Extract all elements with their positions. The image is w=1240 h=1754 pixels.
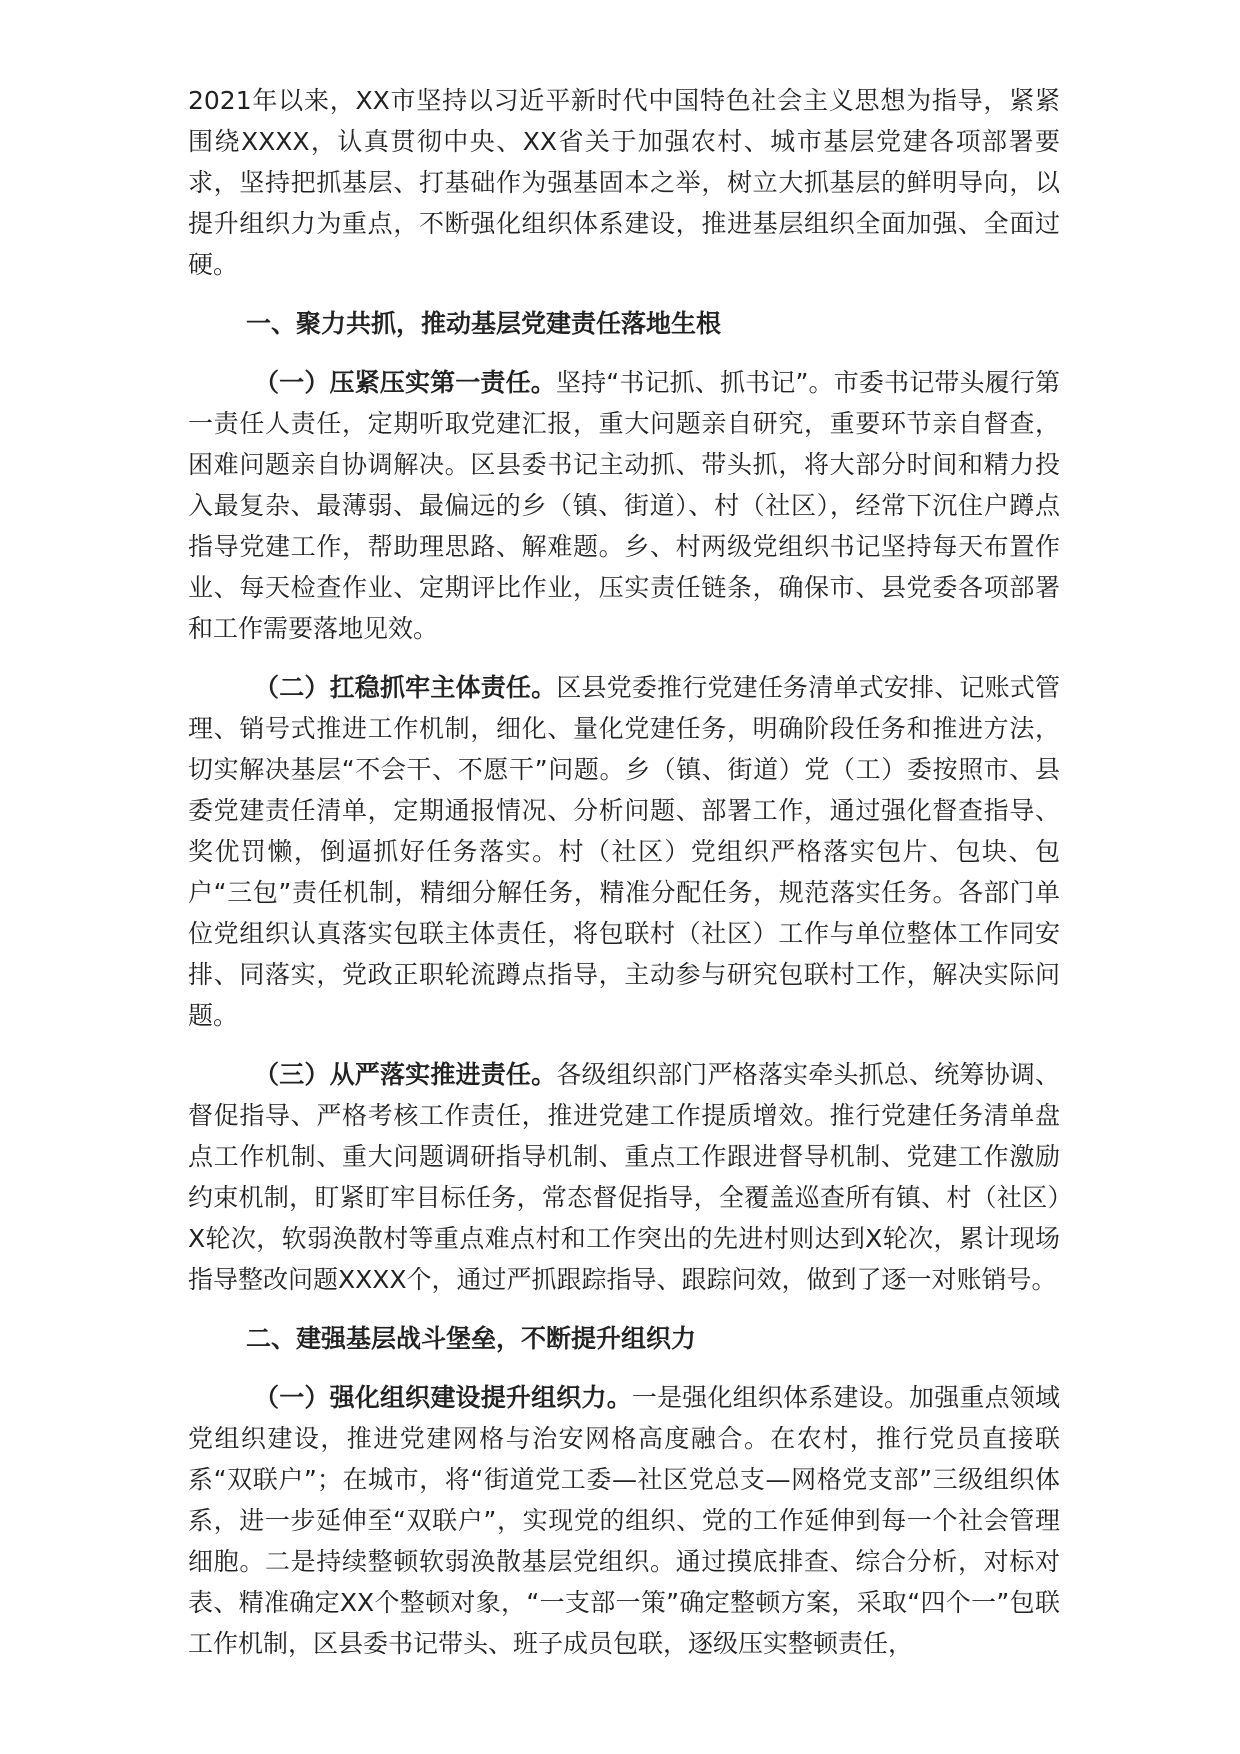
section-1-item-1-lead: （一）压紧压实第一责任。 (254, 368, 556, 397)
section-1-item-3 (188, 1054, 1060, 1300)
section-1-item-2-lead: （二）扛稳抓牢主体责任。 (254, 673, 557, 702)
section-1-heading: 一、聚力共抓，推动基层党建责任落地生根 (246, 309, 722, 338)
section-2-item-1-lead: （一）强化组织建设提升组织力。 (254, 1383, 632, 1412)
section-1-item-3-lead: （三）从严落实推进责任。 (254, 1060, 557, 1089)
intro-paragraph: 2021年以来，XX市坚持以习近平新时代中国特色社会主义思想为指导，紧紧围绕XXXX，认真贯彻中央、XX省关于加强农村、城市基层党建各项部署要求，坚持把抓基层、打基础作为强基固本之举，树立大抓基层的鲜明导向，以提升组织力为重点，不断强化组织体系建设，推进基层组织全面加强、全面过硬。 (188, 86, 1060, 279)
section-1-item-1-text: 坚持“书记抓、抓书记”。市委书记带头履行第一责任人责任，定期听取党建汇报，重大问题亲自研究，重要环节亲自督查，困难问题亲自协调解决。区县委书记主动抓、带头抓，将大部分时间和精力投入最复杂、最薄弱、最偏远的乡（镇、街道）、村（社区），经常下沉住户蹲点指导党建工作，帮助理思路、解难题。乡、村两级党组织书记坚持每天布置作业、每天检查作业、定期评比作业，压实责任链条，确保市、县党委各项部署和工作需要落地见效。 (188, 368, 1060, 643)
section-1-item-1 (188, 362, 1060, 649)
document-page (188, 80, 1060, 1682)
section-2-item-1 (188, 1377, 1060, 1664)
section-1-item-2 (188, 667, 1060, 1036)
section-2-item-1-text: 一是强化组织体系建设。加强重点领域党组织建设，推进党建网格与治安网格高度融合。在农村，推行党员直接联系“双联户”；在城市，将“街道党工委—社区党总支—网格党支部”三级组织体系，进一步延伸至“双联户”，实现党的组织、党的工作延伸到每一个社会管理细胞。二是持续整顿软弱涣散基层党组织。通过摸底排查、综合分析，对标对表、精准确定XX个整顿对象，“一支部一策”确定整顿方案，采取“四个一”包联工作机制，区县委书记带头、班子成员包联，逐级压实整顿责任， (188, 1383, 1060, 1658)
section-1-item-3-text: 各级组织部门严格落实牵头抓总、统筹协调、督促指导、严格考核工作责任，推进党建工作提质增效。推行党建任务清单盘点工作机制、重大问题调研指导机制、重点工作跟进督导机制、党建工作激励约束机制，盯紧盯牢目标任务，常态督促指导，全覆盖巡查所有镇、村（社区）X轮次，软弱涣散村等重点难点村和工作突出的先进村则达到X轮次，累计现场指导整改问题XXXX个，通过严抓跟踪指导、跟踪问效，做到了逐一对账销号。 (188, 1060, 1060, 1294)
section-1-item-2-text: 区县党委推行党建任务清单式安排、记账式管理、销号式推进工作机制，细化、量化党建任务，明确阶段任务和推进方法，切实解决基层“不会干、不愿干”问题。乡（镇、街道）党（工）委按照市、县委党建责任清单，定期通报情况、分析问题、部署工作，通过强化督查指导、奖优罚懒，倒逼抓好任务落实。村（社区）党组织严格落实包片、包块、包户“三包”责任机制，精细分解任务，精准分配任务，规范落实任务。各部门单位党组织认真落实包联主体责任，将包联村（社区）工作与单位整体工作同安排、同落实，党政正职轮流蹲点指导，主动参与研究包联村工作，解决实际问题。 (188, 673, 1060, 1030)
section-2-heading: 二、建强基层战斗堡垒，不断提升组织力 (246, 1324, 697, 1353)
